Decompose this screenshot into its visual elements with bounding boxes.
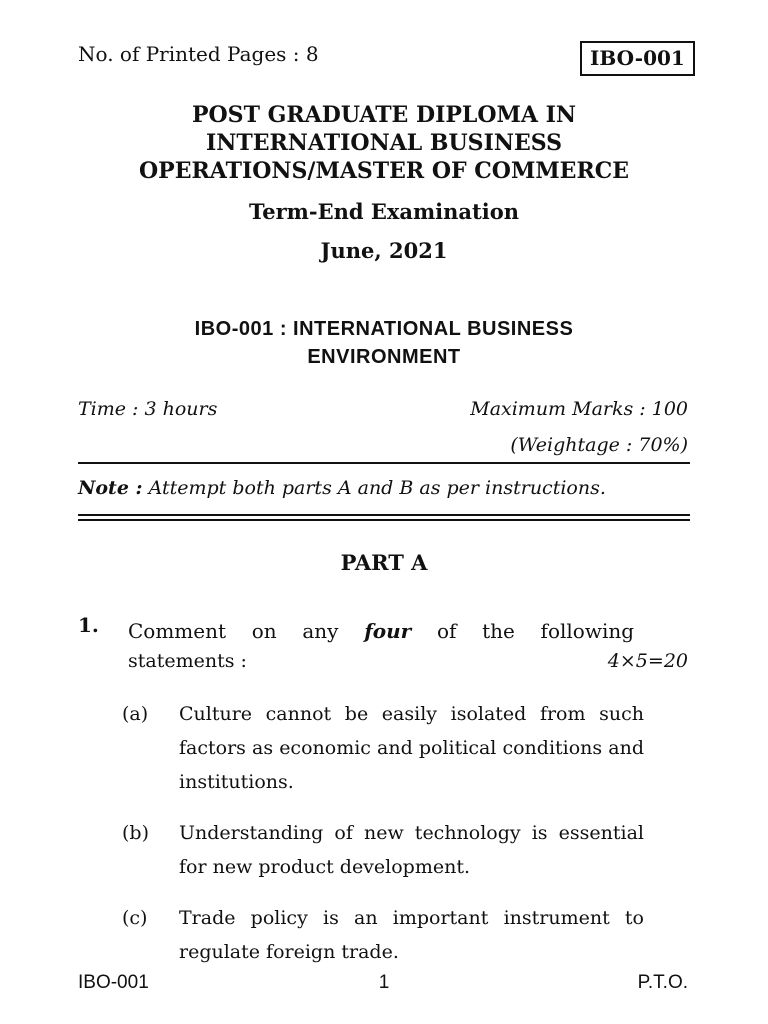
course-code-box: IBO-001 [580,41,695,76]
note-label: Note : [78,477,143,499]
maximum-marks: Maximum Marks : 100 [470,398,688,420]
note-text: Attempt both parts A and B as per instructions. [148,477,606,499]
exam-name: Term-End Examination [248,199,519,224]
sub-question-text: Understanding of new technology is essential for new product development. [179,822,644,878]
weightage: (Weightage : 70%) [510,434,688,456]
programme-title-line: POST GRADUATE DIPLOMA IN [191,102,577,128]
time-allowed: Time : 3 hours [78,398,218,420]
question-number: 1. [78,613,99,637]
question-text-start: Comment on any [128,619,339,643]
question-text-line2: statements : [128,650,247,672]
course-title-line: IBO-001 : INTERNATIONAL BUSINESS [194,318,574,340]
course-title [0,315,768,371]
programme-title-line: INTERNATIONAL BUSINESS [205,130,563,156]
sub-question-text: Trade policy is an important instrument to regulate foreign trade. [179,907,644,963]
part-heading: PART A [340,550,428,575]
programme-title [0,101,768,185]
sub-question-label: (c) [122,907,148,929]
course-title-line: ENVIRONMENT [307,346,461,368]
sub-question-label: (a) [122,703,149,725]
footer-page-number: 1 [378,972,390,993]
footer-pto: P.T.O. [637,972,688,993]
footer-course-code: IBO-001 [78,972,149,993]
divider-double-1 [78,514,690,516]
sub-question-label: (b) [122,822,149,844]
programme-title-line: OPERATIONS/MASTER OF COMMERCE [138,158,630,184]
printed-pages-count: No. of Printed Pages : 8 [78,42,319,66]
question-marks: 4×5=20 [607,650,688,672]
exam-session: June, 2021 [320,238,448,263]
question-emphasis: four [364,619,412,643]
question-text-end: of the following [436,619,635,643]
divider-top [78,462,690,464]
divider-double-2 [78,519,690,521]
question-text [128,613,634,650]
note [78,477,606,499]
sub-question-text: Culture cannot be easily isolated from such factors as economic and political conditions and institutions. [179,703,644,793]
